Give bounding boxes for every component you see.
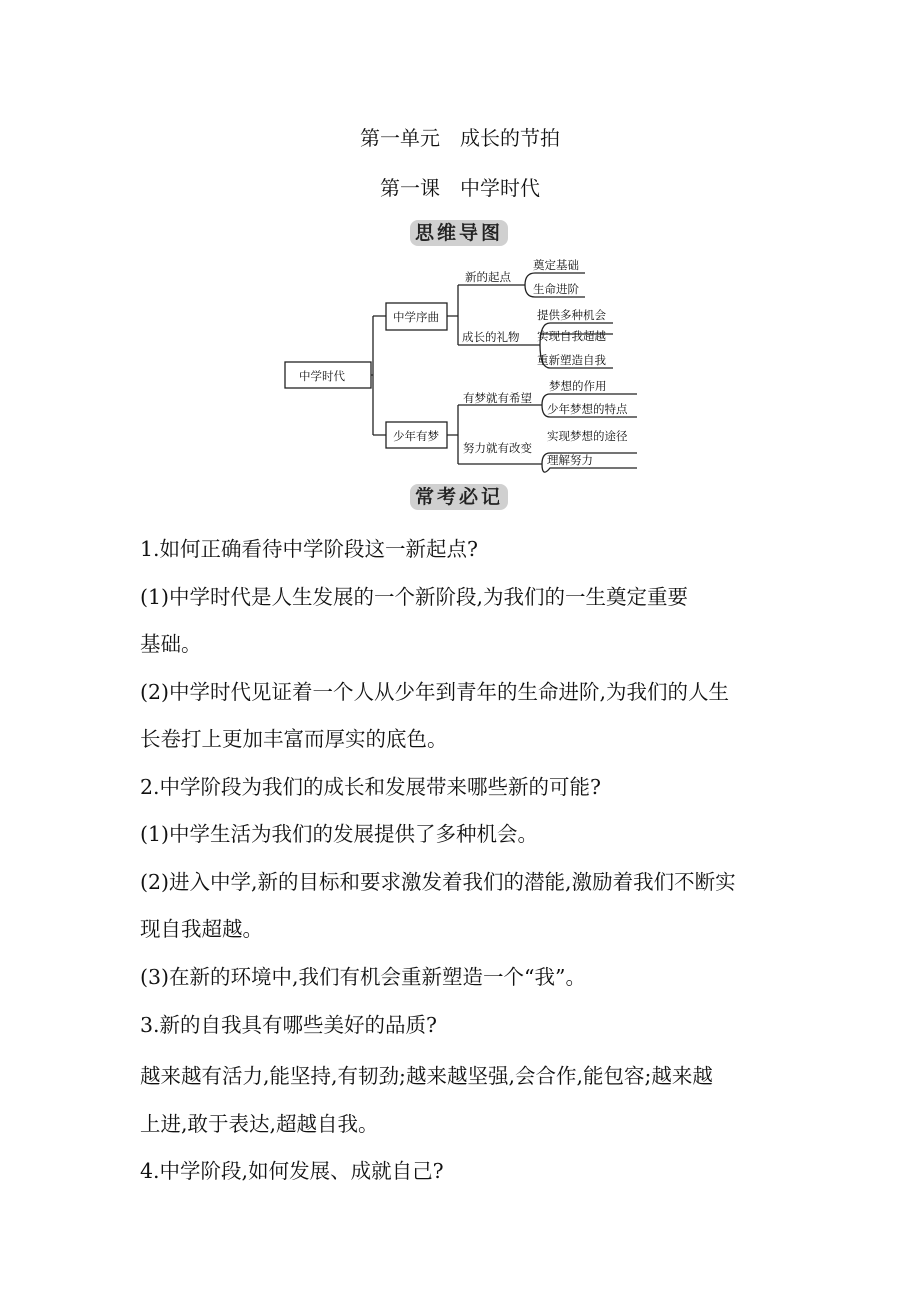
leaf-label: 重新塑造自我 bbox=[537, 353, 606, 367]
text-line: 上进,敢于表达,超越自我。 bbox=[140, 1112, 379, 1136]
branch-label: 少年有梦 bbox=[393, 429, 439, 443]
question-line: 4.中学阶段,如何发展、成就自己? bbox=[140, 1159, 444, 1183]
text-line: (1)中学生活为我们的发展提供了多种机会。 bbox=[140, 822, 539, 846]
sub-branch-label: 有梦就有希望 bbox=[463, 391, 532, 405]
question-line: 3.新的自我具有哪些美好的品质? bbox=[140, 1013, 438, 1037]
section-header: 常考必记 bbox=[410, 484, 508, 510]
text-line: (2)中学时代见证着一个人从少年到青年的生命进阶,为我们的人生 bbox=[140, 680, 730, 704]
leaf-label: 提供多种机会 bbox=[537, 308, 606, 322]
leaf-label: 实现梦想的途径 bbox=[547, 429, 628, 443]
leaf-label: 梦想的作用 bbox=[549, 379, 607, 393]
text-line: (3)在新的环境中,我们有机会重新塑造一个“我”。 bbox=[140, 965, 587, 989]
sub-branch-label: 努力就有改变 bbox=[463, 441, 532, 455]
mind-map bbox=[280, 250, 650, 480]
text-line: 越来越有活力,能坚持,有韧劲;越来越坚强,会合作,能包容;越来越 bbox=[140, 1064, 713, 1088]
leaf-label: 少年梦想的特点 bbox=[547, 402, 628, 416]
leaf-label: 理解努力 bbox=[547, 453, 593, 467]
question-line: 2.中学阶段为我们的成长和发展带来哪些新的可能? bbox=[140, 775, 602, 799]
sub-branch-label: 成长的礼物 bbox=[462, 330, 520, 344]
text-line: 基础。 bbox=[140, 632, 202, 656]
unit-title: 第一单元 成长的节拍 bbox=[360, 126, 560, 150]
branch-label: 中学序曲 bbox=[393, 310, 439, 324]
text-line: 长卷打上更加丰富而厚实的底色。 bbox=[140, 727, 448, 751]
text-line: (1)中学时代是人生发展的一个新阶段,为我们的一生奠定重要 bbox=[140, 585, 689, 609]
text-line: (2)进入中学,新的目标和要求激发着我们的潜能,激励着我们不断实 bbox=[140, 870, 736, 894]
sub-branch-label: 新的起点 bbox=[465, 270, 511, 284]
leaf-label: 奠定基础 bbox=[533, 258, 579, 272]
mindmap-header: 思维导图 bbox=[410, 220, 508, 246]
leaf-label: 生命进阶 bbox=[533, 282, 579, 296]
root-label: 中学时代 bbox=[299, 369, 345, 383]
leaf-label: 实现自我超越 bbox=[537, 329, 606, 343]
lesson-title: 第一课 中学时代 bbox=[380, 176, 540, 200]
text-line: 现自我超越。 bbox=[140, 917, 263, 941]
question-line: 1.如何正确看待中学阶段这一新起点? bbox=[140, 537, 479, 561]
